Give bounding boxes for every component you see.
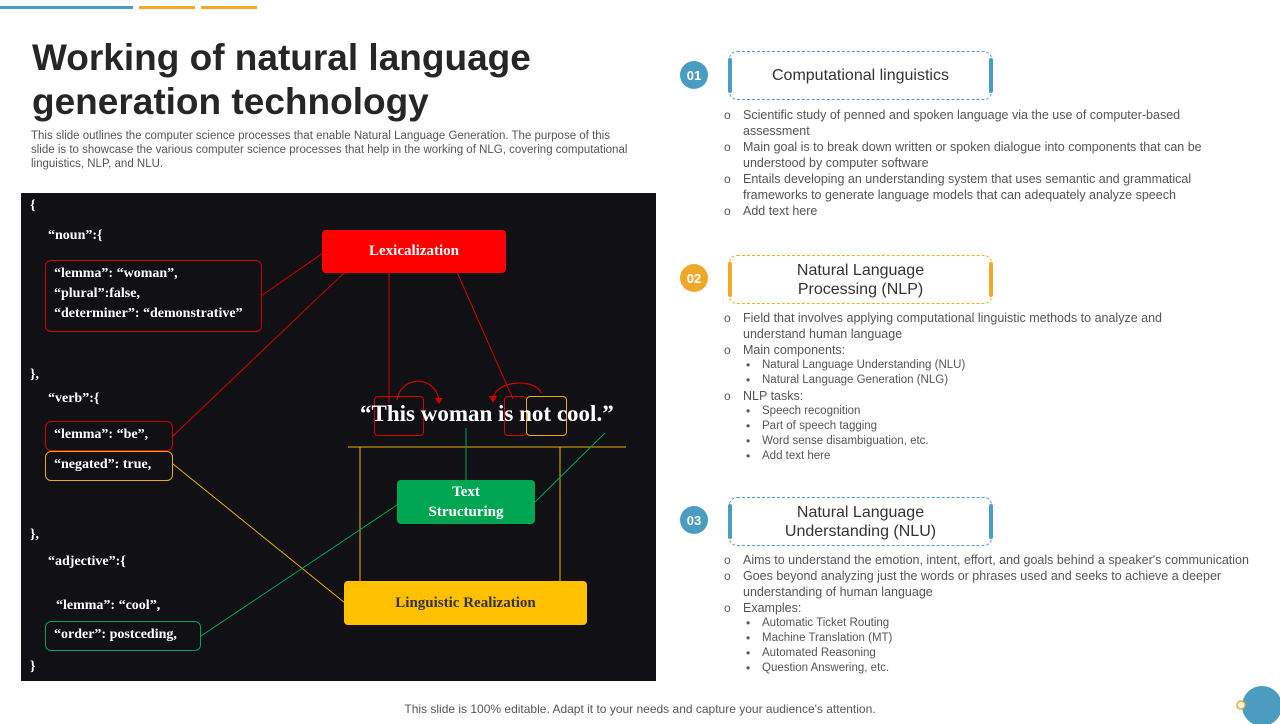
section-02-tasks-list — [743, 404, 1194, 464]
top-accent-bar-orange-1 — [139, 6, 195, 9]
section-01-bullets — [724, 107, 1219, 219]
word-is: is — [498, 401, 514, 426]
section-01-bullet-3: o Entails developing an understanding system that uses semantic and grammatical frameworks to generate language models that can adequately analyze speech — [724, 171, 1219, 203]
list-item: • Machine Translation (MT) — [743, 631, 1249, 646]
section-02-bullet-2-label: Main components: — [743, 343, 846, 357]
slide-subtitle: This slide outlines the computer science processes that enable Natural Language Generation. The purpose of this slide is to showcase the various computer science processes that help in the working of NLG, covering computational linguistics, NLP, and NLU. — [31, 130, 628, 170]
word-not: not — [519, 401, 552, 426]
code-adjective-key: “adjective”:{ — [48, 554, 126, 569]
nlg-diagram-panel — [21, 193, 656, 681]
section-02-components-list — [743, 358, 1194, 388]
list-item: • Automated Reasoning — [743, 646, 1249, 661]
section-03-bullet-3-label: Examples: — [743, 601, 802, 615]
list-item: • Speech recognition — [743, 404, 1194, 419]
sentence-open-quote: “ — [360, 401, 372, 426]
list-item: • Add text here — [743, 449, 1194, 464]
section-02-bullet-3-label: NLP tasks: — [743, 389, 804, 403]
list-item: • Automatic Ticket Routing — [743, 616, 1249, 631]
section-01-bullet-2: o Main goal is to break down written or spoken dialogue into components that can be understood by computer software — [724, 139, 1219, 171]
section-02-heading: Natural Language Processing (NLP) — [729, 255, 992, 304]
linguistic-realization-stage: Linguistic Realization — [344, 581, 587, 625]
word-this: This — [371, 401, 415, 426]
word-woman: woman — [420, 401, 493, 426]
slide-title: Working of natural language generation technology — [32, 37, 531, 122]
section-03-bullet-1: o Aims to understand the emotion, intent, effort, and goals behind a speaker's communication — [724, 552, 1249, 568]
code-noun-key: “noun”:{ — [48, 228, 103, 243]
top-accent-bar-orange-2 — [201, 6, 257, 9]
code-close-noun: }, — [30, 367, 40, 382]
slide-footer-note: This slide is 100% editable. Adapt it to your needs and capture your audience's attention. — [404, 702, 876, 716]
verb-negated-box: “negated”: true, — [45, 451, 173, 481]
word-cool: cool. — [556, 401, 603, 426]
adjective-order-box: “order”: postceding, — [45, 621, 201, 651]
list-item: • Word sense disambiguation, etc. — [743, 434, 1194, 449]
section-02-bullet-2 — [724, 342, 1194, 388]
sentence-close-quote: ” — [602, 401, 614, 426]
example-sentence — [360, 401, 614, 427]
code-close-verb: }, — [30, 527, 40, 542]
section-02-number-badge: 02 — [680, 264, 708, 292]
noun-plural: “plural”:false, — [54, 286, 140, 301]
code-open-brace: { — [30, 198, 36, 213]
section-01-number-badge: 01 — [680, 61, 708, 89]
section-01-bullet-1: o Scientific study of penned and spoken language via the use of computer-based assessment — [724, 107, 1219, 139]
noun-lemma: “lemma”: “woman”, — [54, 266, 178, 281]
section-01-heading: Computational linguistics — [729, 51, 992, 100]
list-item: • Question Answering, etc. — [743, 661, 1249, 676]
list-item: • Natural Language Generation (NLG) — [743, 373, 1194, 388]
noun-determiner: “determiner”: “demonstrative” — [54, 306, 243, 321]
noun-attributes-box — [45, 260, 262, 332]
lexicalization-stage: Lexicalization — [322, 230, 506, 273]
list-item: • Natural Language Understanding (NLU) — [743, 358, 1194, 373]
section-02-bullet-1: o Field that involves applying computational linguistic methods to analyze and understand human language — [724, 310, 1194, 342]
list-item: • Part of speech tagging — [743, 419, 1194, 434]
section-03-heading: Natural Language Understanding (NLU) — [729, 497, 992, 546]
code-close-brace: } — [30, 659, 36, 674]
section-03-bullets — [724, 552, 1249, 676]
section-02-bullets — [724, 310, 1194, 464]
section-03-bullet-3 — [724, 600, 1249, 676]
verb-lemma-box: “lemma”: “be”, — [45, 421, 173, 451]
section-03-number-badge: 03 — [680, 506, 708, 534]
section-03-examples-list — [743, 616, 1249, 676]
corner-decoration — [1230, 684, 1280, 724]
section-03-bullet-2: o Goes beyond analyzing just the words or phrases used and seeks to achieve a deeper understanding of human language — [724, 568, 1249, 600]
section-01-bullet-4: o Add text here — [724, 203, 1219, 219]
code-verb-key: “verb”:{ — [48, 391, 100, 406]
adjective-lemma: “lemma”: “cool”, — [56, 598, 161, 613]
top-accent-bar-blue — [0, 6, 133, 9]
section-02-bullet-3 — [724, 388, 1194, 464]
text-structuring-stage: Text Structuring — [397, 480, 535, 524]
